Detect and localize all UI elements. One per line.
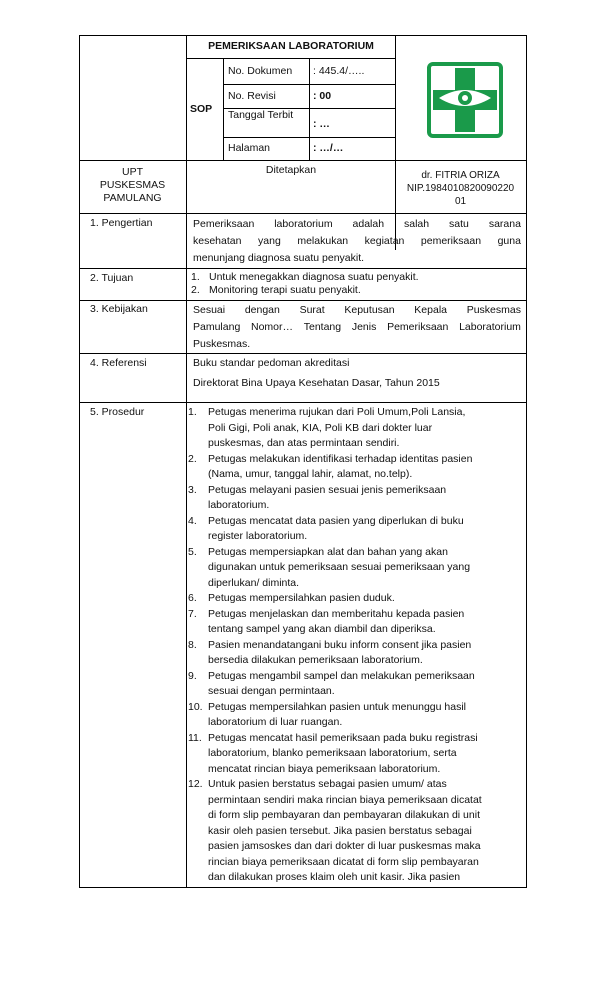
revision-value: : 00 [313, 90, 332, 102]
word: Keputusan [344, 304, 395, 316]
referensi-text [193, 356, 521, 390]
organization-name [79, 166, 186, 205]
word: Pamulang [193, 321, 241, 333]
step-line: laboratorium di luar ruangan. [208, 716, 343, 728]
doc-number-value: : 445.4/….. [313, 65, 365, 77]
step-line: Petugas mengambil sampel dan melakukan pemeriksaan [208, 669, 475, 682]
org-line-3: PAMULANG [103, 192, 162, 204]
step-number: 1. [188, 406, 197, 418]
step-number: 7. [188, 607, 197, 620]
prosedur-step [188, 777, 520, 886]
step-line: Petugas mencatat data pasien yang diperlukan di buku [208, 514, 464, 527]
word: Surat [299, 304, 325, 316]
word: Pemeriksaan [193, 218, 255, 230]
tujuan-item: 2. Monitoring terapi suatu penyakit. [191, 284, 361, 296]
doc-number-label: No. Dokumen [228, 65, 293, 77]
step-number: 12. [188, 778, 203, 790]
step-line: rincian biaya pemeriksaan dicatat di form slip pembayaran [208, 855, 479, 868]
signer-nip-1: NIP.1984010820090220 [406, 183, 515, 194]
step-number: 11. [188, 731, 202, 744]
word: Puskesmas [466, 304, 521, 316]
label-pengertian: 1. Pengertian [90, 217, 153, 229]
step-line: Petugas mencatat hasil pemeriksaan pada buku registrasi [208, 731, 478, 744]
tujuan-item: 1. Untuk menegakkan diagnosa suatu penyakit. [191, 271, 419, 283]
step-line: sesuai dengan permintaan. [208, 685, 335, 697]
step-number: 10. [188, 700, 203, 713]
step-line: dan dilakukan proses klaim oleh unit kasir. Jika pasien [208, 871, 461, 883]
step-line: digunakan untuk pemeriksaan sesuai pemeriksaan yang [208, 561, 471, 573]
prosedur-step [188, 731, 520, 778]
revision-label: No. Revisi [228, 90, 276, 102]
prosedur-list [188, 405, 520, 886]
step-line: Petugas melayani pasien sesuai jenis pemeriksaan [208, 483, 447, 496]
step-line: kasir oleh pasien tersebut. Jika pasien berstatus sebagai [208, 824, 472, 837]
org-line-1: UPT [122, 166, 143, 178]
pengertian-text [193, 216, 521, 267]
step-line: mencatat rincian biaya pemeriksaan laboratorium. [208, 762, 441, 775]
signer-name: dr. FITRIA ORIZA [421, 170, 500, 181]
document-title: PEMERIKSAAN LABORATORIUM [208, 40, 374, 52]
prosedur-step [188, 638, 520, 669]
step-line: Pasien menandatangani buku inform consent jika pasien [208, 638, 472, 651]
word: guna [497, 235, 521, 247]
referensi-line-2: Direktorat Bina Upaya Kesehatan Dasar, Tahun 2015 [193, 377, 440, 389]
step-line: di form slip pembayaran dan pembayaran dilakukan di unit [208, 809, 480, 821]
prosedur-step [188, 591, 520, 607]
prosedur-step [188, 514, 520, 545]
prosedur-step [188, 452, 520, 483]
step-line: register laboratorium. [208, 530, 308, 542]
step-line: Petugas mempersiapkan alat dan bahan yang akan [208, 545, 448, 558]
word: satu [449, 218, 469, 230]
word: Sesuai [193, 304, 226, 316]
pengertian-line-1 [193, 216, 521, 233]
word: dengan [244, 304, 280, 316]
label-prosedur: 5. Prosedur [90, 406, 145, 418]
step-number: 6. [188, 592, 197, 604]
step-line: tentang sampel yang akan diambil dan diperiksa. [208, 623, 436, 635]
kebijakan-line-1 [193, 302, 521, 319]
step-line: Petugas menerima rujukan dari Poli Umum,Poli Lansia, [208, 406, 466, 418]
ditetapkan-label: Ditetapkan [265, 164, 317, 176]
step-line: diperlukan/ diminta. [208, 576, 300, 589]
step-line: Petugas mempersilahkan pasien duduk. [208, 592, 395, 604]
step-line: Poli Gigi, Poli anak, KIA, Poli KB dari dokter luar [208, 421, 433, 434]
word: sarana [488, 218, 521, 230]
puskesmas-logo-icon [425, 60, 505, 140]
issue-date-value: : … [313, 118, 330, 130]
signer-block [395, 169, 526, 208]
word: kegiatan [364, 235, 405, 247]
step-line: laboratorium, blanko pemeriksaan laboratorium, serta [208, 747, 457, 759]
word: yang [258, 235, 281, 247]
step-line: Petugas mempersilahkan pasien untuk menunggu hasil [208, 700, 466, 713]
issue-date-label: Tanggal Terbit [228, 109, 294, 121]
prosedur-step [188, 483, 520, 514]
pengertian-line-3: menunjang diagnosa suatu penyakit. [193, 252, 365, 264]
signer-nip-2: 01 [454, 196, 467, 207]
step-line: (Nama, umur, tanggal lahir, alamat, no.telp). [208, 468, 413, 480]
tujuan-list [189, 271, 519, 297]
word: pemeriksaan [420, 235, 482, 247]
step-line: laboratorium. [208, 499, 270, 511]
org-line-2: PUSKESMAS [99, 179, 166, 191]
word: Tentang [303, 321, 342, 333]
kebijakan-text [193, 302, 521, 353]
prosedur-step [188, 545, 520, 592]
step-number: 4. [188, 514, 197, 527]
step-line: pasien jamsoskes dan dari dokter di luar puskesmas maka [208, 840, 481, 852]
page-value: : …/… [313, 142, 344, 154]
prosedur-step [188, 700, 520, 731]
word: Kepala [414, 304, 447, 316]
step-line: puskesmas, dan atas permintaan sendiri. [208, 437, 400, 449]
label-kebijakan: 3. Kebijakan [90, 303, 148, 315]
word: melakukan [297, 235, 349, 247]
word: kesehatan [193, 235, 242, 247]
step-number: 8. [188, 638, 197, 651]
word: salah [404, 218, 430, 230]
word: Nomor… [251, 321, 294, 333]
word: Pemeriksaan [387, 321, 449, 333]
word: adalah [352, 218, 385, 230]
kebijakan-line-3: Puskesmas. [193, 338, 251, 350]
word: Jenis [351, 321, 377, 333]
word: laboratorium [274, 218, 333, 230]
step-line: Untuk pasien berstatus sebagai pasien umum/ atas [208, 778, 447, 790]
step-number: 9. [188, 669, 197, 682]
prosedur-step [188, 405, 520, 452]
step-line: Petugas menjelaskan dan memberitahu kepada pasien [208, 607, 465, 620]
page-label: Halaman [228, 142, 271, 154]
step-line: bersedia dilakukan pemeriksaan laboratorium. [208, 654, 423, 666]
label-referensi: 4. Referensi [90, 357, 147, 369]
step-number: 2. [188, 452, 197, 465]
sop-label: SOP [190, 103, 213, 115]
kebijakan-line-2 [193, 319, 521, 336]
step-line: permintaan sendiri maka rincian biaya pemeriksaan dicatat [208, 793, 482, 806]
pengertian-line-2 [193, 233, 521, 250]
step-number: 5. [188, 545, 197, 558]
step-line: Petugas melakukan identifikasi terhadap identitas pasien [208, 452, 473, 465]
prosedur-step [188, 669, 520, 700]
step-number: 3. [188, 483, 197, 496]
label-tujuan: 2. Tujuan [90, 272, 134, 284]
referensi-line-1: Buku standar pedoman akreditasi [193, 357, 350, 369]
prosedur-step [188, 607, 520, 638]
word: Laboratorium [459, 321, 521, 333]
